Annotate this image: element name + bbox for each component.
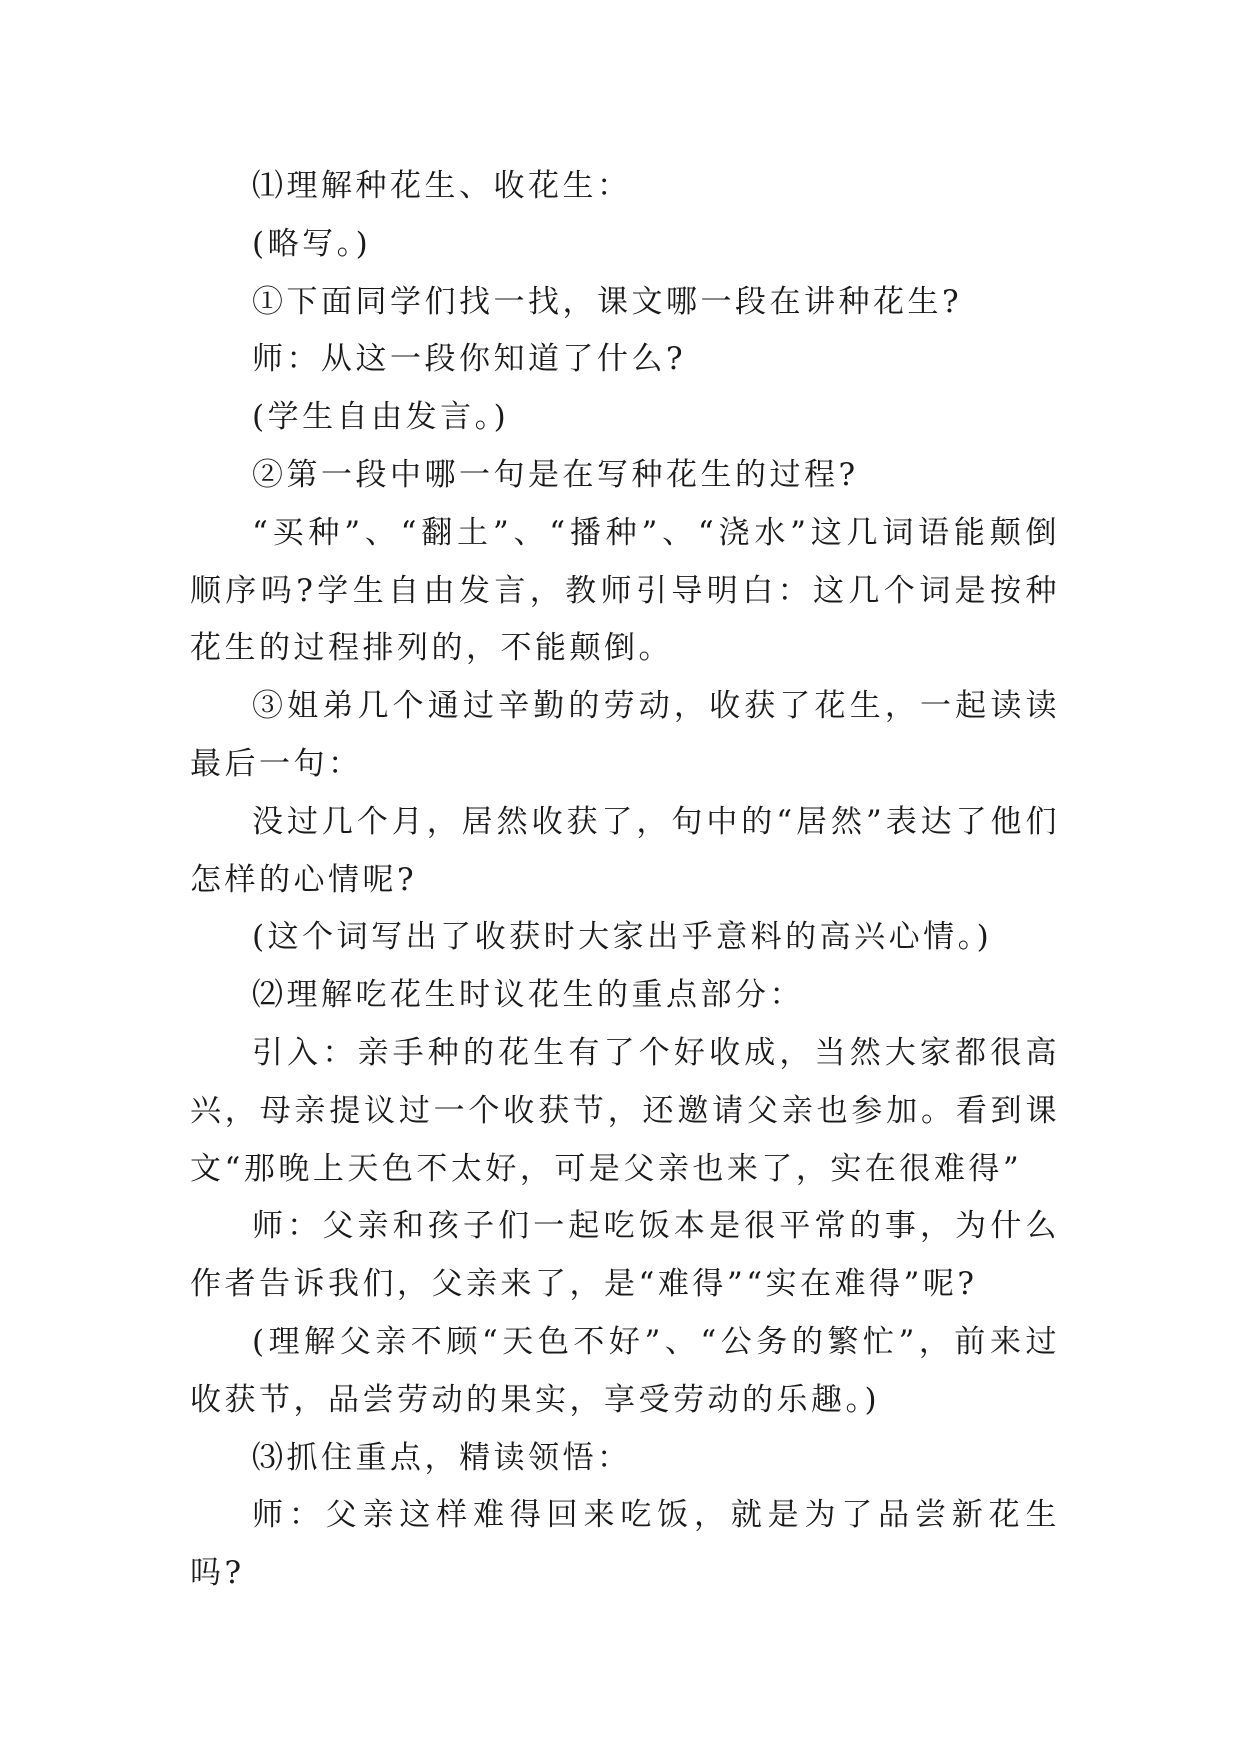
paragraph-introduction: 引入：亲手种的花生有了个好收成，当然大家都很高兴，母亲提议过一个收获节，还邀请父亲也参加。看到课文“那晚上天色不太好，可是父亲也来了，实在很难得” bbox=[190, 1034, 1060, 1187]
paragraph-eat-peanut-heading: ⑵理解吃花生时议花生的重点部分： bbox=[252, 977, 804, 1014]
paragraph-question-2: ②第一段中哪一句是在写种花生的过程? bbox=[252, 456, 859, 493]
paragraph-teacher-final: 师：父亲这样难得回来吃饭，就是为了品尝新花生吗? bbox=[190, 1497, 1060, 1592]
paragraph-teacher-father: 师：父亲和孩子们一起吃饭本是很平常的事，为什么作者告诉我们，父亲来了，是“难得”“实在难得”呢? bbox=[190, 1208, 1060, 1303]
paragraph-teacher-question: 师：从这一段你知道了什么? bbox=[252, 341, 687, 378]
paragraph-question-3: ③姐弟几个通过辛勤的劳动，收获了花生，一起读读最后一句： bbox=[190, 688, 1060, 782]
paragraph-key-points-heading: ⑶抓住重点，精读领悟： bbox=[252, 1439, 632, 1476]
paragraph-question-1: ①下面同学们找一找，课文哪一段在讲种花生? bbox=[252, 283, 963, 320]
paragraph-student-speak: (学生自由发言。) bbox=[252, 399, 510, 436]
paragraph-juran: 没过几个月，居然收获了，句中的“居然”表达了他们怎样的心情呢? bbox=[190, 803, 1060, 898]
paragraph-word-order: “买种”、“翻土”、“播种”、“浇水”这几词语能颠倒顺序吗?学生自由发言，教师引导明白：这几个词是按种花生的过程排列的，不能颠倒。 bbox=[190, 514, 1060, 667]
paragraph-plant-harvest-heading: ⑴理解种花生、收花生： bbox=[252, 168, 632, 204]
paragraph-juran-answer: (这个词写出了收获时大家出乎意料的高兴心情。) bbox=[252, 919, 993, 956]
paragraph-father-answer: (理解父亲不顾“天色不好”、“公务的繁忙”，前来过收获节，品尝劳动的果实，享受劳动的乐趣。) bbox=[190, 1323, 1060, 1418]
paragraph-brief-note: (略写。) bbox=[252, 225, 372, 262]
document-page bbox=[190, 158, 1060, 1603]
